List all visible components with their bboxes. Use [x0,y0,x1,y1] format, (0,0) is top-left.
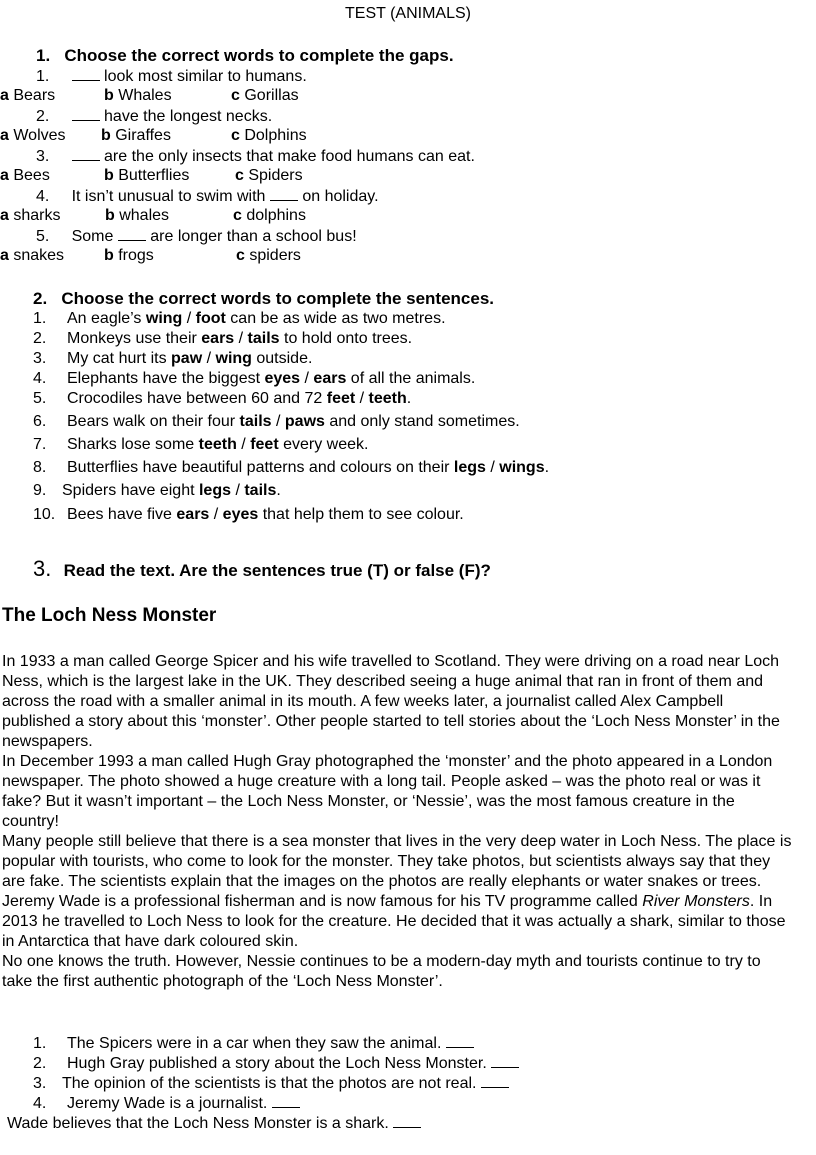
option-letter: b [101,127,111,144]
section-1-heading [36,46,454,66]
statement-text: The Spicers were in a car when they saw the animal. [67,1035,446,1052]
choice-word[interactable]: feet [250,436,279,453]
choice-separator: / [182,310,196,327]
sentence-text: Bees have five [67,506,177,523]
sentence-text: to hold onto trees. [279,330,413,347]
question-text: Some [71,228,118,245]
statement-1 [33,1033,474,1054]
item-number: 10. [33,506,56,523]
statement-5 [7,1113,421,1134]
choice-word[interactable]: legs [198,482,231,499]
item-number: 8. [33,459,47,476]
gap-question-2 [36,106,272,127]
sentence-text: . [544,459,550,476]
choice-word[interactable]: tails [239,413,272,430]
story-paragraph: In 1933 a man called George Spicer and his wife travelled to Scotland. They were driving on a road near Loch Ness, which is the largest lake in the UK. They described seeing a huge animal that ran in front of them and across the road with a smaller animal in its mouth. A few weeks later, a journalist called Alex Campbell published a story about this ‘monster’. Other people started to tell stories about the ‘Loch Ness Monster’ in the newspapers. [2,653,780,750]
answer-blank[interactable] [393,1113,421,1128]
gap-question-4 [36,186,379,207]
statement-text: Wade believes that the Loch Ness Monster is a shark. [7,1115,394,1132]
question-text: have the longest necks. [99,108,273,125]
gap-question-5 [36,226,357,247]
item-number: 3. [33,350,47,367]
option-text[interactable]: Whales [113,87,172,104]
question-text: look most similar to humans. [99,68,307,85]
sentence-text: Sharks lose some [67,436,199,453]
choice-separator: / [231,482,245,499]
sentence-item [33,389,411,409]
statement-number: 1. [33,1035,47,1052]
gap-question-3 [36,146,475,167]
answer-blank[interactable] [446,1033,474,1048]
option-text[interactable]: Dolphins [239,127,307,144]
story-paragraph: In December 1993 a man called Hugh Gray photographed the ‘monster’ and the photo appeared in a London newspaper. The photo showed a huge creature with a long tail. People asked – was the photo real or was it fake? But it wasn’t important – the Loch Ness Monster, or ‘Nessie’, was the most famous creature in the country! [2,753,773,830]
answer-blank[interactable] [72,106,100,121]
choice-word[interactable]: foot [195,310,226,327]
choice-word[interactable]: paw [171,350,203,367]
item-number: 4. [33,370,47,387]
option-letter: c [236,247,245,264]
question-number: 5. [36,228,50,245]
sentence-text: Crocodiles have between 60 and 72 [67,390,327,407]
sentence-text: outside. [251,350,313,367]
question-number: 3. [36,148,50,165]
choice-separator: / [355,390,369,407]
statement-2 [33,1053,519,1074]
answer-blank[interactable] [72,146,100,161]
choice-word[interactable]: ears [176,506,210,523]
question-text: are the only insects that make food humans can eat. [99,148,475,165]
sentence-item [33,369,475,389]
story-text-part: . In 2013 he travelled to Loch Ness to look for the creature. He decided that it was actually a shark, similar to those in Antarctica that have dark coloured skin. [2,893,786,950]
choice-word[interactable]: eyes [222,506,259,523]
statement-4 [33,1093,300,1114]
option-letter: a [0,247,9,264]
section-2-number: 2. [33,289,48,308]
answer-blank[interactable] [491,1053,519,1068]
sentence-text: of all the animals. [346,370,476,387]
choice-word[interactable]: ears [201,330,235,347]
choice-word[interactable]: tails [244,482,277,499]
item-number: 6. [33,413,47,430]
sentence-text: Monkeys use their [67,330,202,347]
sentence-text: My cat hurt its [67,350,172,367]
sentence-text: . [276,482,281,499]
option-text[interactable]: snakes [8,247,65,264]
choice-separator: / [485,459,500,476]
sentence-item [33,309,446,329]
story-paragraph: No one knows the truth. However, Nessie continues to be a modern-day myth and tourists continue to try to take the first authentic photograph of the ‘Loch Ness Monster’. [2,953,761,990]
sentence-text: . [406,390,412,407]
story-paragraph [2,892,792,952]
question-text: on holiday. [297,188,379,205]
statement-number: 4. [33,1095,47,1112]
sentence-text: and only stand sometimes. [324,413,520,430]
choice-word[interactable]: tails [247,330,280,347]
sentence-item [33,505,464,525]
choice-word[interactable]: wing [145,310,183,327]
sentence-text: can be as wide as two metres. [225,310,446,327]
section-1-heading-text: Choose the correct words to complete the gaps. [64,46,454,65]
choice-separator: / [234,330,248,347]
statement-text: Jeremy Wade is a journalist. [67,1095,272,1112]
sentence-item [33,435,368,455]
story-text-part: Jeremy Wade is a professional fisherman and is now famous for his TV programme called [2,893,643,910]
option-text[interactable]: Bees [8,167,50,184]
option-text[interactable]: dolphins [241,207,306,224]
option-letter: c [231,127,240,144]
choice-separator: / [271,413,285,430]
option-letter: c [231,87,240,104]
choice-word[interactable]: legs [453,459,486,476]
sentence-text: An eagle’s [67,310,146,327]
item-number: 5. [33,390,47,407]
story-paragraph: Many people still believe that there is a sea monster that lives in the very deep water in Loch Ness. The place is popular with tourists, who come to look for the monster. They take photos, but scientists always say that they are fake. The scientists explain that the images on the photos are really elephants or water snakes or trees. [2,833,792,890]
question-text: It isn’t unusual to swim with [71,188,270,205]
item-number: 2. [33,330,47,347]
sentence-item [33,458,549,478]
option-letter: b [104,247,114,264]
option-text[interactable]: frogs [113,247,154,264]
choice-separator: / [236,436,251,453]
option-letter: a [0,207,9,224]
statement-text: The opinion of the scientists is that the photos are not real. [62,1075,481,1092]
story-text [2,652,792,992]
choice-separator: / [209,506,223,523]
story-title: The Loch Ness Monster [2,605,217,626]
option-letter: c [233,207,242,224]
choice-word[interactable]: ears [313,370,347,387]
question-number: 1. [36,68,50,85]
option-letter: a [0,87,9,104]
item-number: 1. [33,310,47,327]
section-1-number: 1. [36,46,51,65]
option-letter: b [105,207,115,224]
sentence-text: that help them to see colour. [258,506,464,523]
choice-word[interactable]: wing [215,350,252,367]
option-text[interactable]: Wolves [8,127,66,144]
statement-3 [33,1073,509,1094]
statement-number: 3. [33,1075,47,1092]
answer-blank[interactable] [481,1073,509,1088]
option-letter: b [104,167,114,184]
item-number: 7. [33,436,47,453]
answer-blank[interactable] [118,226,146,241]
option-letter: c [235,167,244,184]
answer-blank[interactable] [272,1093,300,1108]
section-3-heading [33,556,491,584]
option-text[interactable]: Bears [8,87,56,104]
option-letter: a [0,167,9,184]
section-3-number: 3. [33,556,52,581]
answer-blank[interactable] [72,66,100,81]
choice-word[interactable]: paws [284,413,325,430]
choice-word[interactable]: wings [499,459,545,476]
option-text[interactable]: Butterflies [113,167,190,184]
question-text: are longer than a school bus! [145,228,357,245]
choice-word[interactable]: teeth [198,436,237,453]
sentence-text: every week. [278,436,369,453]
option-letter: b [104,87,114,104]
item-number: 9. [33,482,47,499]
section-3-heading-text: Read the text. Are the sentences true (T) or false (F)? [63,561,491,580]
question-number: 2. [36,108,50,125]
answer-blank[interactable] [270,186,298,201]
choice-word[interactable]: feet [326,390,356,407]
sentence-text: Bears walk on their four [67,413,240,430]
section-2-heading-text: Choose the correct words to complete the sentences. [61,289,495,308]
option-text[interactable]: Gorillas [239,87,299,104]
choice-separator: / [202,350,216,367]
option-text[interactable]: sharks [8,207,61,224]
sentence-text: Elephants have the biggest [67,370,265,387]
sentence-item [33,481,281,501]
question-number: 4. [36,188,50,205]
choice-separator: / [300,370,314,387]
sentence-item [33,329,412,349]
choice-word[interactable]: teeth [368,390,407,407]
sentence-item [33,349,312,369]
sentence-item [33,412,520,432]
option-text[interactable]: whales [114,207,170,224]
option-text[interactable]: spiders [244,247,301,264]
tv-programme-title: River Monsters [642,893,750,910]
option-text[interactable]: Giraffes [110,127,171,144]
statement-number: 2. [33,1055,47,1072]
statement-text: Hugh Gray published a story about the Loch Ness Monster. [67,1055,492,1072]
gap-question-1 [36,66,307,87]
choice-word[interactable]: eyes [264,370,301,387]
option-letter: a [0,127,9,144]
page-title: TEST (ANIMALS) [345,5,471,22]
sentence-text: Spiders have eight [62,482,199,499]
option-text[interactable]: Spiders [243,167,303,184]
sentence-text: Butterflies have beautiful patterns and colours on their [67,459,454,476]
section-2-heading [33,289,494,309]
